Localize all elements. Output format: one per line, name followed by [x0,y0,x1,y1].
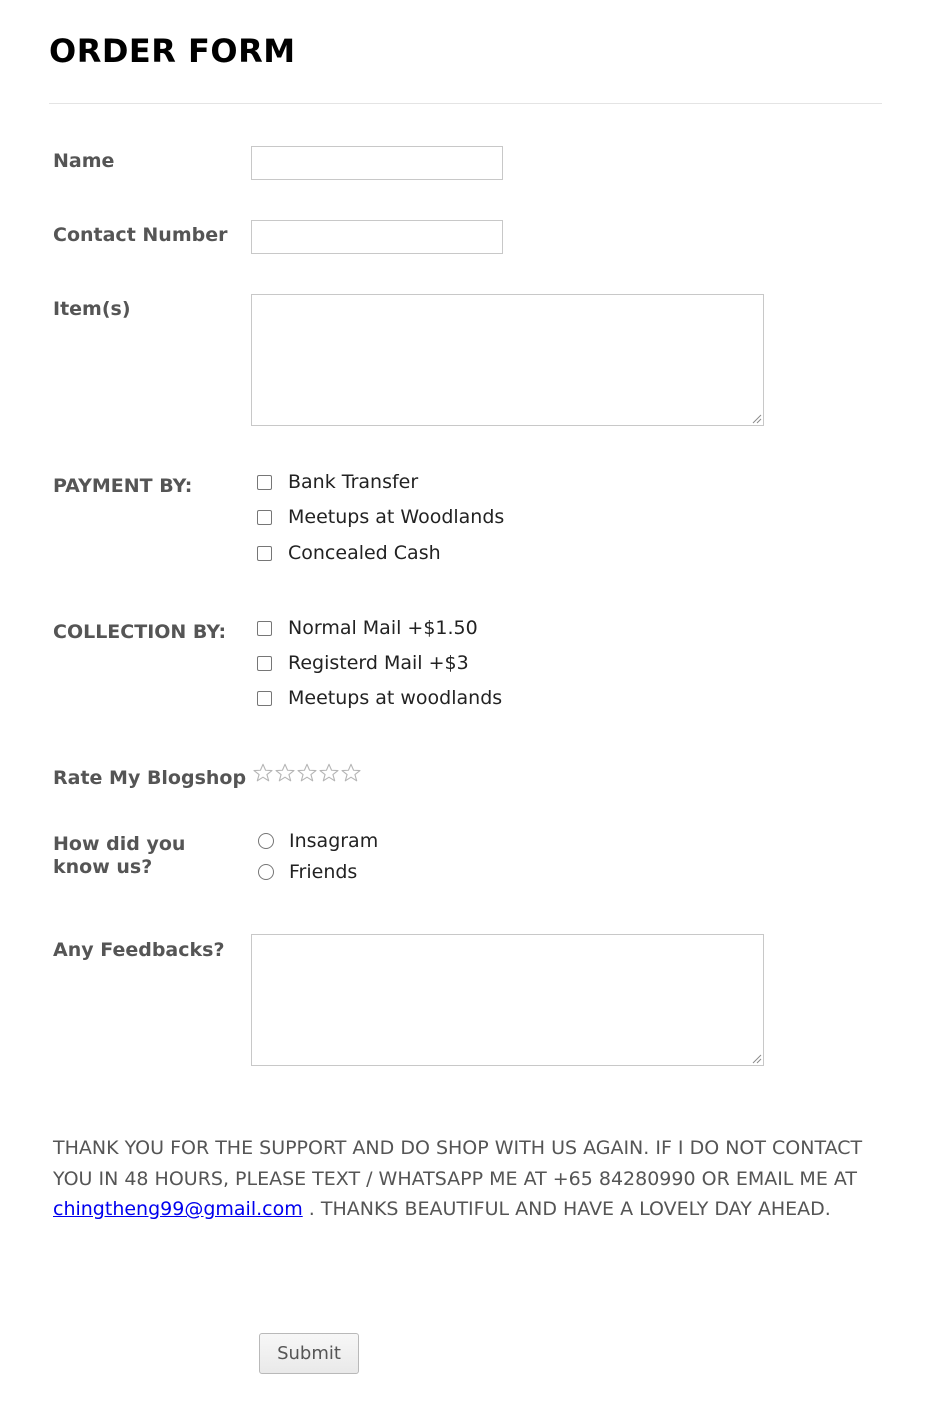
note-text-before: THANK YOU FOR THE SUPPORT AND DO SHOP WITH US AGAIN. IF I DO NOT CONTACT YOU IN 48 HOURS, PLEASE TEXT / WHATSAPP ME AT +65 84280990 OR EMAIL ME AT [53,1137,863,1190]
star-icon[interactable] [252,760,274,786]
star-rating[interactable] [252,760,362,786]
source-label-line1: How did you [53,833,186,855]
items-label: Item(s) [53,298,131,320]
title-divider [49,103,882,104]
items-textarea[interactable] [251,294,764,426]
checkbox[interactable] [257,691,272,706]
resize-grip-icon[interactable] [751,1053,762,1064]
star-icon[interactable] [274,760,296,786]
radio-button[interactable] [258,864,274,880]
option-label: Registerd Mail +$3 [288,652,469,674]
feedback-label: Any Feedbacks? [53,939,225,961]
resize-grip-icon[interactable] [751,413,762,424]
radio-button[interactable] [258,833,274,849]
checkbox[interactable] [257,546,272,561]
feedback-textarea[interactable] [251,934,764,1066]
form-title: ORDER FORM [49,32,296,70]
email-link[interactable]: chingtheng99@gmail.com [53,1198,303,1220]
note-text-after: . THANKS BEAUTIFUL AND HAVE A LOVELY DAY AHEAD. [302,1198,831,1220]
star-icon[interactable] [340,760,362,786]
option-label: Bank Transfer [288,471,419,493]
name-label: Name [53,150,115,172]
rating-label: Rate My Blogshop [53,767,247,789]
star-icon[interactable] [318,760,340,786]
submit-button[interactable]: Submit [259,1333,359,1374]
checkbox[interactable] [257,621,272,636]
option-label: Insagram [289,830,379,852]
checkbox[interactable] [257,510,272,525]
source-label-line2: know us? [53,856,153,878]
option-label: Meetups at Woodlands [288,506,505,528]
option-label: Normal Mail +$1.50 [288,617,478,639]
collection-label: COLLECTION BY: [53,621,227,643]
option-label: Friends [289,861,358,883]
name-input[interactable] [251,146,503,180]
star-icon[interactable] [296,760,318,786]
thank-you-note [53,1133,873,1225]
option-label: Meetups at woodlands [288,687,503,709]
checkbox[interactable] [257,475,272,490]
source-label [53,833,185,879]
contact-number-label: Contact Number [53,224,228,246]
contact-number-input[interactable] [251,220,503,254]
checkbox[interactable] [257,656,272,671]
option-label: Concealed Cash [288,542,441,564]
payment-label: PAYMENT BY: [53,475,193,497]
